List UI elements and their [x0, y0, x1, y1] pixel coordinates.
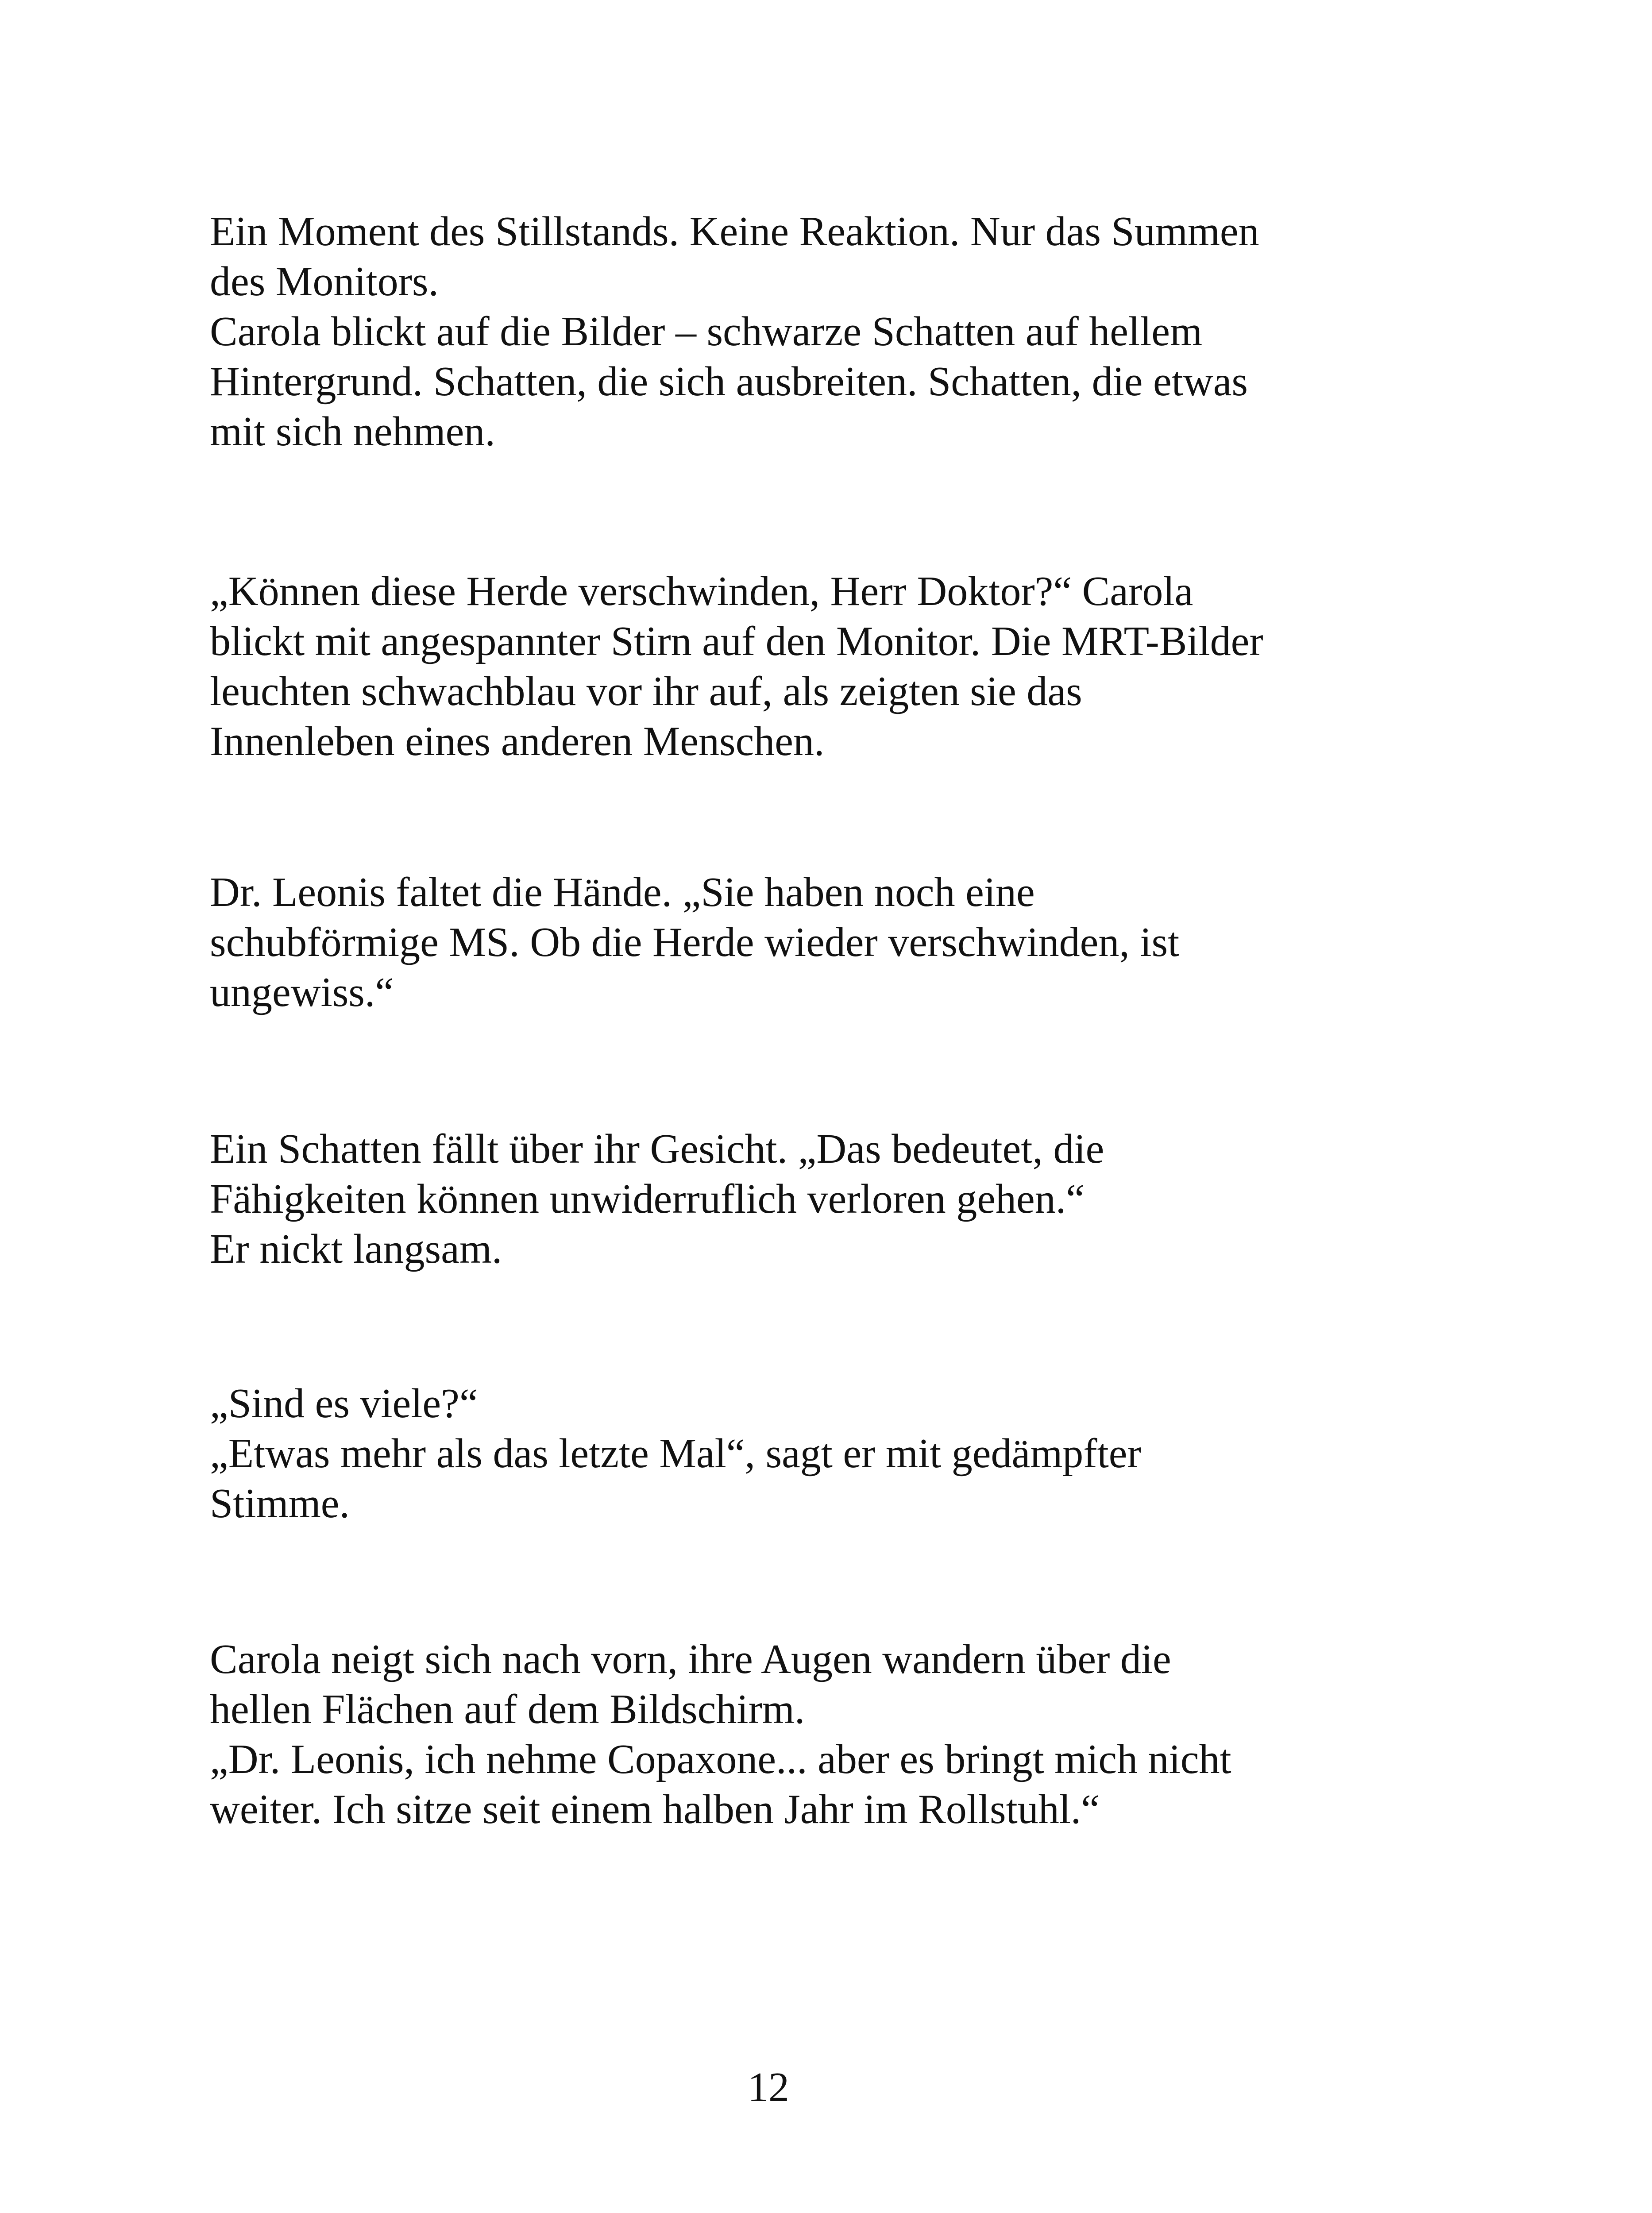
text-line: Stimme.: [210, 1480, 350, 1527]
text-line: Carola blickt auf die Bilder – schwarze Schatten auf hellem: [210, 308, 1203, 355]
text-line: Ein Schatten fällt über ihr Gesicht. „Das bedeutet, die: [210, 1126, 1104, 1172]
text-line: leuchten schwachblau vor ihr auf, als zeigten sie das: [210, 668, 1082, 714]
text-line: Fähigkeiten können unwiderruflich verloren gehen.“: [210, 1176, 1085, 1222]
text-line: „Sind es viele?“: [210, 1380, 478, 1426]
paragraph: [210, 1379, 1370, 1529]
paragraph: [210, 567, 1370, 767]
paragraph: [210, 1635, 1370, 1835]
text-line: schubförmige MS. Ob die Herde wieder verschwinden, ist: [210, 919, 1180, 965]
paragraph: [210, 207, 1370, 457]
text-line: Dr. Leonis faltet die Hände. „Sie haben noch eine: [210, 869, 1035, 915]
text-line: ungewiss.“: [210, 969, 394, 1015]
text-line: Innenleben eines anderen Menschen.: [210, 718, 825, 764]
text-line: „Dr. Leonis, ich nehme Copaxone... aber es bringt mich nicht: [210, 1736, 1231, 1782]
text-line: Carola neigt sich nach vorn, ihre Augen wandern über die: [210, 1636, 1171, 1682]
paragraph: [210, 1124, 1370, 1274]
text-line: blickt mit angespannter Stirn auf den Monitor. Die MRT-Bilder: [210, 618, 1263, 664]
text-line: mit sich nehmen.: [210, 409, 495, 455]
text-line: Ein Moment des Stillstands. Keine Reaktion. Nur das Summen: [210, 208, 1259, 254]
text-line: „Können diese Herde verschwinden, Herr Doktor?“ Carola: [210, 568, 1193, 614]
paragraph: [210, 867, 1370, 1018]
text-line: Er nickt langsam.: [210, 1226, 502, 1272]
text-line: weiter. Ich sitze seit einem halben Jahr im Rollstuhl.“: [210, 1786, 1100, 1832]
page-number: 12: [748, 2064, 789, 2110]
text-line: Hintergrund. Schatten, die sich ausbreiten. Schatten, die etwas: [210, 359, 1248, 405]
text-line: des Monitors.: [210, 258, 439, 305]
text-line: „Etwas mehr als das letzte Mal“, sagt er mit gedämpfter: [210, 1430, 1141, 1477]
text-line: hellen Flächen auf dem Bildschirm.: [210, 1686, 805, 1732]
